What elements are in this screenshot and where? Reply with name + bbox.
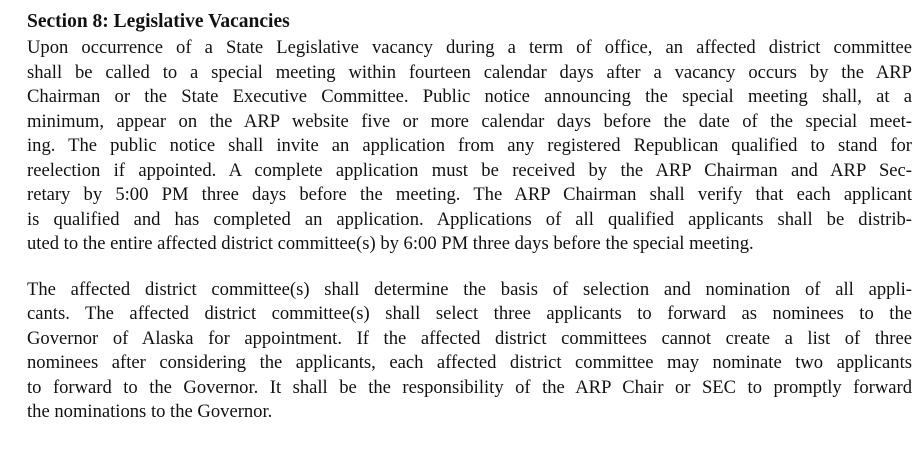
paragraph-line: uted to the entire affected district committee(s) by 6:00 PM three days before the special meeting. — [27, 233, 754, 254]
paragraph-line: reelection if appointed. A complete application must be received by the ARP Chairman and ARP Sec- — [27, 159, 912, 181]
paragraph-1 — [27, 36, 912, 257]
section-heading: Section 8: Legislative Vacancies — [27, 11, 290, 32]
paragraph-line: the nominations to the Governor. — [27, 401, 273, 422]
paragraph-line: minimum, appear on the ARP website five or more calendar days before the date of the special meet- — [27, 110, 912, 132]
paragraph-line: to forward to the Governor. It shall be the responsibility of the ARP Chair or SEC to promptly forward — [27, 376, 912, 398]
paragraph-line: cants. The affected district committee(s) shall select three applicants to forward as nominees to the — [27, 303, 912, 324]
paragraph-2 — [27, 278, 912, 425]
document-page — [27, 10, 912, 425]
paragraph-line: The affected district committee(s) shall determine the basis of selection and nomination of all appli- — [27, 278, 912, 300]
paragraph-line: ing. The public notice shall invite an application from any registered Republican qualified to stand for — [27, 135, 912, 156]
paragraph-line: Upon occurrence of a State Legislative vacancy during a term of office, an affected district committee — [27, 37, 912, 58]
paragraph-line: Governor of Alaska for appointment. If the affected district committees cannot create a list of three — [27, 327, 912, 349]
paragraph-line: Chairman or the State Executive Committee. Public notice announcing the special meeting shall, at a — [27, 86, 912, 107]
paragraph-line: nominees after considering the applicants, each affected district committee may nominate two applicants — [27, 352, 912, 373]
paragraph-line: shall be called to a special meeting within fourteen calendar days after a vacancy occurs by the ARP — [27, 61, 912, 83]
paragraph-line: retary by 5:00 PM three days before the meeting. The ARP Chairman shall verify that each applicant — [27, 184, 912, 205]
paragraph-line: is qualified and has completed an application. Applications of all qualified applicants shall be distrib- — [27, 208, 912, 230]
